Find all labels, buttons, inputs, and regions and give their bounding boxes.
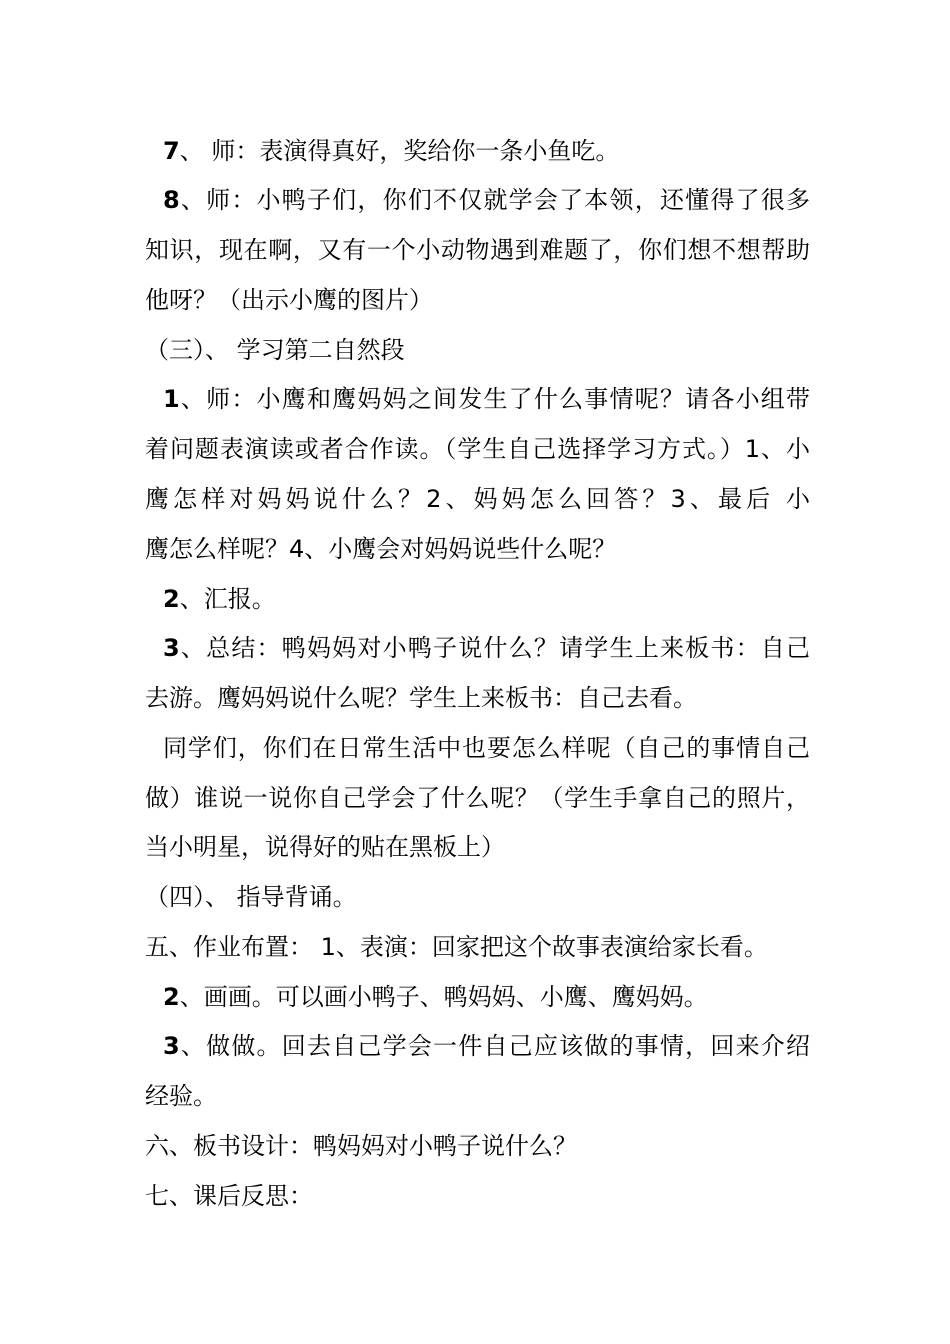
paragraph-line (145, 1081, 810, 1111)
paragraph-line (145, 285, 810, 315)
line-text: 、师：小鸭子们，你们不仅就学会了本领，还懂得了很多 (179, 186, 810, 214)
line-text: 五、作业布置： 1、表演：回家把这个故事表演给家长看。 (145, 933, 768, 961)
line-text: 去游。鹰妈妈说什么呢？学生上来板书：自己去看。 (145, 684, 697, 712)
line-text: 七、课后反思： (145, 1182, 313, 1210)
paragraph-line (145, 434, 810, 464)
paragraph-line (163, 633, 810, 663)
section-heading (145, 882, 810, 912)
section-heading (145, 1181, 810, 1211)
paragraph-line (163, 384, 810, 414)
paragraph-line (163, 733, 810, 763)
line-text: 、 师：表演得真好，奖给你一条小鱼吃。 (179, 137, 620, 165)
item-number: 8 (163, 186, 180, 214)
line-text: 、汇报。 (179, 585, 276, 613)
paragraph-line (163, 1031, 810, 1061)
line-text: 经验。 (145, 1082, 217, 1110)
paragraph-line (163, 982, 828, 1012)
paragraph-line (163, 584, 828, 614)
item-number: 7 (163, 137, 180, 165)
item-number: 2 (163, 983, 180, 1011)
line-text: 、做做。回去自己学会一件自己应该做的事情，回来介绍 (179, 1032, 810, 1060)
item-number: 3 (163, 1032, 180, 1060)
line-text: 做）谁说一说你自己学会了什么呢？（学生手拿自己的照片， (145, 784, 810, 812)
paragraph-line (145, 235, 810, 265)
paragraph-line (163, 136, 828, 166)
paragraph-line (145, 534, 810, 564)
line-text: 、师：小鹰和鹰妈妈之间发生了什么事情呢？请各小组带 (179, 385, 810, 413)
line-text: （三）、 学习第二自然段 (145, 336, 405, 364)
section-heading (145, 335, 810, 365)
paragraph-line (145, 683, 810, 713)
line-text: 鹰怎么样呢？4、小鹰会对妈妈说些什么呢？ (145, 535, 617, 563)
line-text: 鹰怎样对妈妈说什么？2、妈妈怎么回答？3、最后 小 (145, 485, 810, 513)
paragraph-line (163, 185, 810, 215)
line-text: 着问题表演读或者合作读。（学生自己选择学习方式。）1、小 (145, 435, 810, 463)
line-text: 知识，现在啊，又有一个小动物遇到难题了，你们想不想帮助 (145, 236, 810, 264)
line-text: 、画画。可以画小鸭子、鸭妈妈、小鹰、鹰妈妈。 (179, 983, 708, 1011)
section-heading (145, 1131, 810, 1161)
item-number: 1 (163, 385, 180, 413)
line-text: 六、板书设计：鸭妈妈对小鸭子说什么？ (145, 1132, 577, 1160)
paragraph-line (145, 484, 810, 514)
line-text: （四）、 指导背诵。 (145, 883, 357, 911)
line-text: 同学们，你们在日常生活中也要怎么样呢（自己的事情自己 (163, 734, 810, 762)
item-number: 3 (163, 634, 180, 662)
item-number: 2 (163, 585, 180, 613)
section-heading (145, 932, 810, 962)
line-text: 他呀？（出示小鹰的图片） (145, 286, 433, 314)
paragraph-line (145, 832, 810, 862)
line-text: 、总结：鸭妈妈对小鸭子说什么？请学生上来板书：自己 (179, 634, 810, 662)
line-text: 当小明星，说得好的贴在黑板上） (145, 833, 505, 861)
paragraph-line (145, 783, 810, 813)
